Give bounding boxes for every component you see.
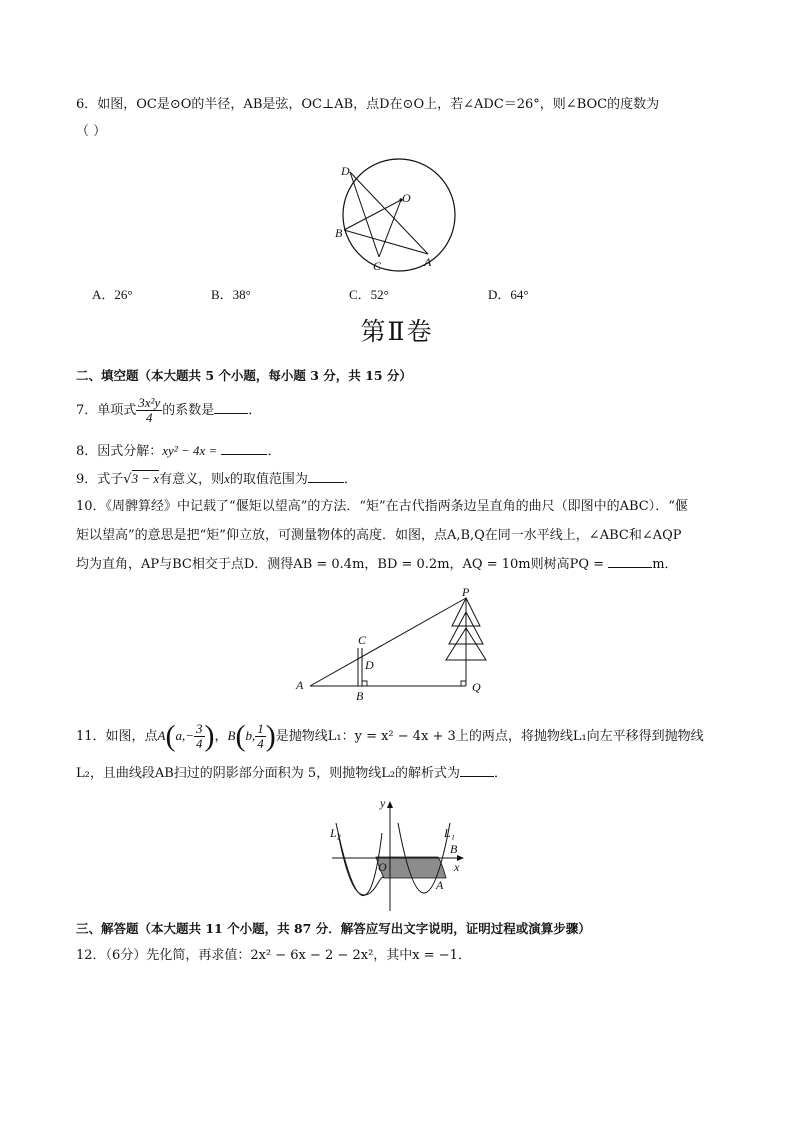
q11-a-num: 3: [196, 721, 203, 736]
q11-prefix: 11．如图，点: [76, 729, 158, 744]
q10-line3: [76, 555, 678, 575]
section3-heading: 三、解答题（本大题共 11 个小题，共 87 分．解答应写出文字说明，证明过程或演算步骤）: [76, 921, 591, 936]
label-o: O: [378, 860, 387, 874]
label-c: C: [358, 633, 367, 647]
q10-tree-figure: [292, 588, 502, 704]
q7-prefix: 7．单项式: [76, 403, 137, 418]
q6-stem-line1: 6．如图，OC是⊙O的半径，AB是弦，OC⊥AB，点D在⊙O上，若∠ADC＝26°，则∠BOC的度数为: [76, 97, 660, 112]
q8-end: ．: [267, 444, 281, 459]
q7-numerator: 3x²y: [138, 395, 161, 410]
segment-bo: [344, 200, 401, 230]
q7-answer-blank[interactable]: [214, 401, 248, 414]
right-angle-b: [362, 681, 367, 686]
q11-b-den: 4: [257, 736, 264, 751]
q6-circle-figure: [330, 158, 464, 276]
q7-fraction: [136, 396, 162, 425]
q11-line2-text: L₂，且曲线段AB扫过的阴影部分面积为 5，则抛物线L₂的解析式为: [76, 766, 461, 781]
q11-b-coord: b,: [245, 728, 256, 743]
q8-prefix: 8．因式分解：: [76, 444, 163, 459]
q7-denominator: 4: [146, 410, 153, 425]
q11-sep: ，: [214, 729, 228, 744]
y-axis-arrow: [387, 801, 393, 808]
q7: [76, 394, 261, 428]
q11-answer-blank[interactable]: [460, 764, 494, 777]
q11-b-lparen: (: [235, 719, 246, 753]
q9: [76, 469, 357, 490]
label-p: P: [462, 588, 470, 599]
q9-end: ．: [343, 472, 357, 487]
label-y: y: [380, 796, 386, 810]
q10-line3-text: 均为直角，AP与BC相交于点D．测得AB = 0.4m，BD = 0.2m，AQ = 10m则树高PQ =: [76, 557, 605, 572]
q11-rest: 是抛物线L₁：y = x² − 4x + 3上的两点，将抛物线L₁向左平移得到抛物线: [275, 729, 704, 744]
q11-a-fraction: [194, 722, 205, 751]
label-l1: L₁: [444, 826, 455, 840]
q11-a-lparen: (: [165, 719, 176, 753]
q11-b-label: B: [227, 728, 236, 743]
segment-ba: [344, 230, 428, 254]
circle-o: [343, 159, 455, 271]
label-l2: L₂: [330, 826, 341, 840]
label-d: D: [365, 658, 374, 672]
label-x: x: [454, 860, 460, 874]
segment-oc: [379, 200, 401, 257]
q9-prefix: 9．式子: [76, 472, 124, 487]
q8: [76, 441, 280, 462]
segment-dc: [350, 172, 379, 257]
q6-choice-c[interactable]: C．52°: [349, 287, 389, 302]
label-b: B: [450, 842, 458, 856]
q11-b-num: 1: [257, 721, 264, 736]
right-angle-q: [461, 681, 466, 686]
q6-stem-line2: （ ）: [76, 124, 107, 139]
segment-da: [350, 172, 428, 254]
q9-sqrt-sign: √: [123, 472, 132, 487]
section2-heading: 二、填空题（本大题共 5 个小题，每小题 3 分，共 15 分）: [76, 368, 412, 383]
q8-expr: xy² − 4x =: [162, 443, 218, 458]
q6-choice-b[interactable]: B．38°: [211, 287, 251, 302]
q11-line2: [76, 764, 507, 784]
q10-line2: 矩以望高”的意思是把“矩”仰立放，可测量物体的高度．如图，点A,B,Q在同一水平线上，∠ABC和∠AQP: [76, 528, 682, 543]
q9-suffix: 的取值范围为: [229, 472, 308, 487]
parabola-l2-left: [336, 823, 382, 896]
q12: 12．（6分）先化简，再求值：2x² − 6x − 2 − 2x²，其中x = −1．: [76, 948, 471, 963]
label-q: Q: [472, 680, 481, 694]
q7-suffix: 的系数是: [162, 403, 215, 418]
label-a: A: [436, 878, 444, 892]
label-c: C: [373, 259, 382, 273]
label-b: B: [356, 689, 364, 703]
q11-line1: [76, 717, 704, 756]
q8-answer-blank[interactable]: [221, 442, 267, 455]
label-o: O: [402, 191, 411, 205]
q11-a-den: 4: [196, 736, 203, 751]
label-d: D: [341, 164, 350, 178]
q9-var: x: [224, 471, 230, 486]
label-a: A: [424, 255, 432, 269]
q9-radicand: 3 − x: [131, 471, 160, 486]
q11-a-label: A: [157, 728, 166, 743]
q6-choice-d[interactable]: D．64°: [488, 287, 529, 302]
label-b: B: [335, 226, 343, 240]
q9-middle: 有意义，则: [159, 472, 225, 487]
q9-answer-blank[interactable]: [308, 470, 344, 483]
part2-title: 第Ⅱ卷: [360, 317, 434, 346]
q6-choice-a[interactable]: A．26°: [92, 287, 133, 302]
q11-a-coord: a,−: [175, 728, 195, 743]
q11-b-rparen: ): [265, 719, 276, 753]
q7-end: ．: [248, 403, 262, 418]
q11-a-rparen: ): [204, 719, 215, 753]
q11-parabola-figure: [326, 793, 472, 913]
q10-unit: m．: [652, 557, 678, 572]
label-a: A: [296, 678, 304, 692]
q10-line1: 10．《周髀算经》中记载了“偃矩以望高”的方法．“矩”在古代指两条边呈直角的曲尺（即图中的ABC）．“偃: [76, 499, 688, 514]
q11-end: ．: [494, 766, 508, 781]
segment-ap: [310, 598, 466, 686]
q11-b-fraction: [255, 722, 266, 751]
q10-answer-blank[interactable]: [608, 555, 652, 568]
